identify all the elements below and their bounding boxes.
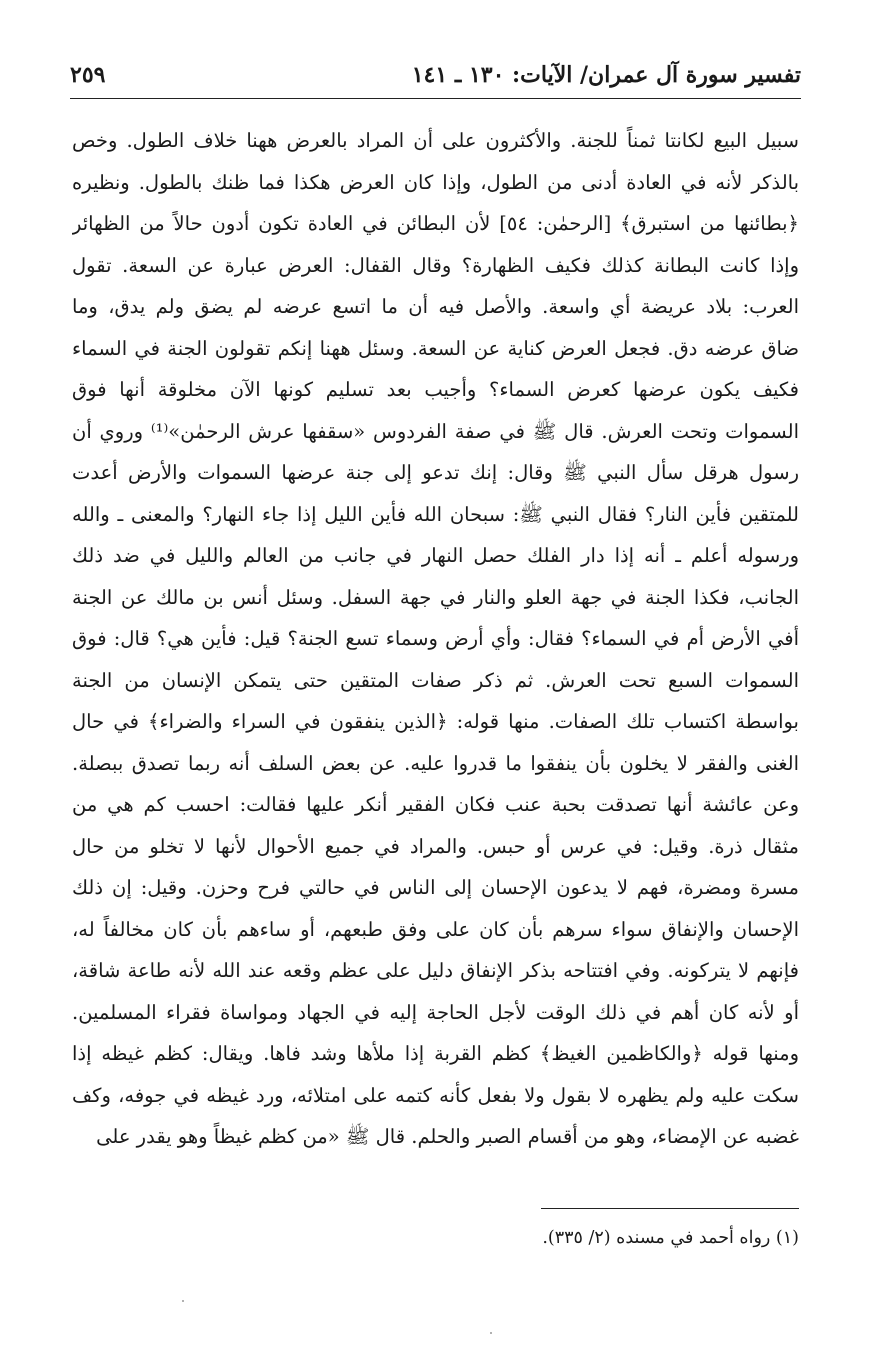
text-line: مسرة ومضرة، فهم لا يدعون الإحسان إلى الناس في حالتي فرح وحزن. وقيل: إن ذلك: [72, 876, 799, 899]
running-title: تفسير سورة آل عمران/ الآيات: ١٣٠ ـ ١٤١: [411, 62, 801, 88]
text-line: فكيف يكون عرضها كعرض السماء؟ وأجيب بعد تسليم كونها الآن مخلوقة أنها فوق: [72, 378, 799, 401]
text-line: ﴿بطائنها من استبرق﴾ [الرحمٰن: ٥٤] لأن البطائن في العادة تكون أدون حالاً من الظهائر: [72, 212, 799, 235]
text-line: سكت عليه ولم يظهره لا بقول ولا بفعل كأنه كتمه على امتلائه، ورد غيظه في جوفه، وكف: [72, 1083, 799, 1107]
text-line: السموات وتحت العرش. قال ﷺ في صفة الفردوس «سقفها عرش الرحمٰن»⁽¹⁾ وروي أن: [72, 419, 799, 443]
text-line: ورسوله أعلم ـ أنه إذا دار الفلك حصل النهار في جانب من العالم والليل في ضد ذلك: [72, 544, 799, 567]
text-line: وعن عائشة أنها تصدقت بحبة عنب فكان الفقير أنكر عليها فقالت: احسب كم هي من: [72, 793, 799, 816]
page-number: ٢٥٩: [70, 62, 106, 88]
footnote-divider: [541, 1208, 799, 1209]
text-line: أو لأنه كان أهم في ذلك الوقت لأجل الحاجة إليه في الجهاد ومواساة فقراء المسلمين.: [72, 1000, 799, 1024]
text-line: ومنها قوله ﴿والكاظمين الغيظ﴾ كظم القربة إذا ملأها وشد فاها. ويقال: كظم غيظه إذا: [72, 1042, 799, 1065]
text-line: الغنى والفقر لا يخلون بأن ينفقوا ما قدروا عليه. عن بعض السلف أنه ربما تصدق ببصلة.: [72, 751, 799, 775]
text-line: أفي الأرض أم في السماء؟ فقال: وأي أرض وسماء تسع الجنة؟ قيل: فأين هي؟ قال: فوق: [72, 627, 799, 650]
text-line: وإذا كانت البطانة كذلك فكيف الظهارة؟ وقال القفال: العرض عبارة عن السعة. تقول: [72, 253, 799, 277]
text-line: للمتقين فأين النار؟ فقال النبي ﷺ: سبحان الله فأين الليل إذا جاء النهار؟ والمعنى ـ والله: [72, 502, 799, 526]
text-line: فإنهم لا يتركونه. وفي افتتاحه بذكر الإنفاق دليل على عظم وقعه عند الله لأنه طاعة شاقة،: [72, 959, 799, 982]
text-line: ضاق عرضه دق. فجعل العرض كناية عن السعة. وسئل ههنا إنكم تقولون الجنة في السماء: [72, 336, 799, 360]
text-line: العرب: بلاد عريضة أي واسعة. والأصل فيه أن ما اتسع عرضه لم يضق ولم يدق، وما: [72, 295, 799, 318]
main-text: [72, 120, 799, 1158]
text-line: السموات السبع تحت العرش. ثم ذكر صفات المتقين حتى يتمكن الإنسان من الجنة: [72, 668, 799, 692]
text-line: الإحسان والإنفاق سواء سرهم بأن كان على وفق طبعهم، أو ساءهم بأن كان مخالفاً له،: [72, 917, 799, 941]
footnote: (١) رواه أحمد في مسنده (٢/ ٣٣٥).: [542, 1228, 799, 1248]
text-line: غضبه عن الإمضاء، وهو من أقسام الصبر والحلم. قال ﷺ «من كظم غيظاً وهو يقدر على: [96, 1125, 799, 1148]
page-header: [70, 58, 801, 99]
text-line: مثقال ذرة. وقيل: في عرس أو حبس. والمراد في جميع الأحوال لأنها لا تخلو من حال: [72, 834, 799, 858]
text-line: بالذكر لأنه في العادة أدنى من الطول، وإذا كان العرض هكذا فما ظنك بالطول. ونظيره: [72, 170, 799, 194]
text-line: بواسطة اكتساب تلك الصفات. منها قوله: ﴿الذين ينفقون في السراء والضراء﴾ في حال: [72, 710, 799, 733]
text-line: الجانب، فكذا الجنة في جهة العلو والنار في جهة السفل. وسئل أنس بن مالك عن الجنة: [72, 585, 799, 609]
text-line: سبيل البيع لكانتا ثمناً للجنة. والأكثرون على أن المراد بالعرض ههنا خلاف الطول. وخص: [72, 129, 799, 152]
paper-speck: [490, 1332, 492, 1334]
text-line: رسول هرقل سأل النبي ﷺ وقال: إنك تدعو إلى جنة عرضها السموات والأرض أعدت: [72, 461, 799, 484]
paper-speck: [182, 1300, 184, 1302]
